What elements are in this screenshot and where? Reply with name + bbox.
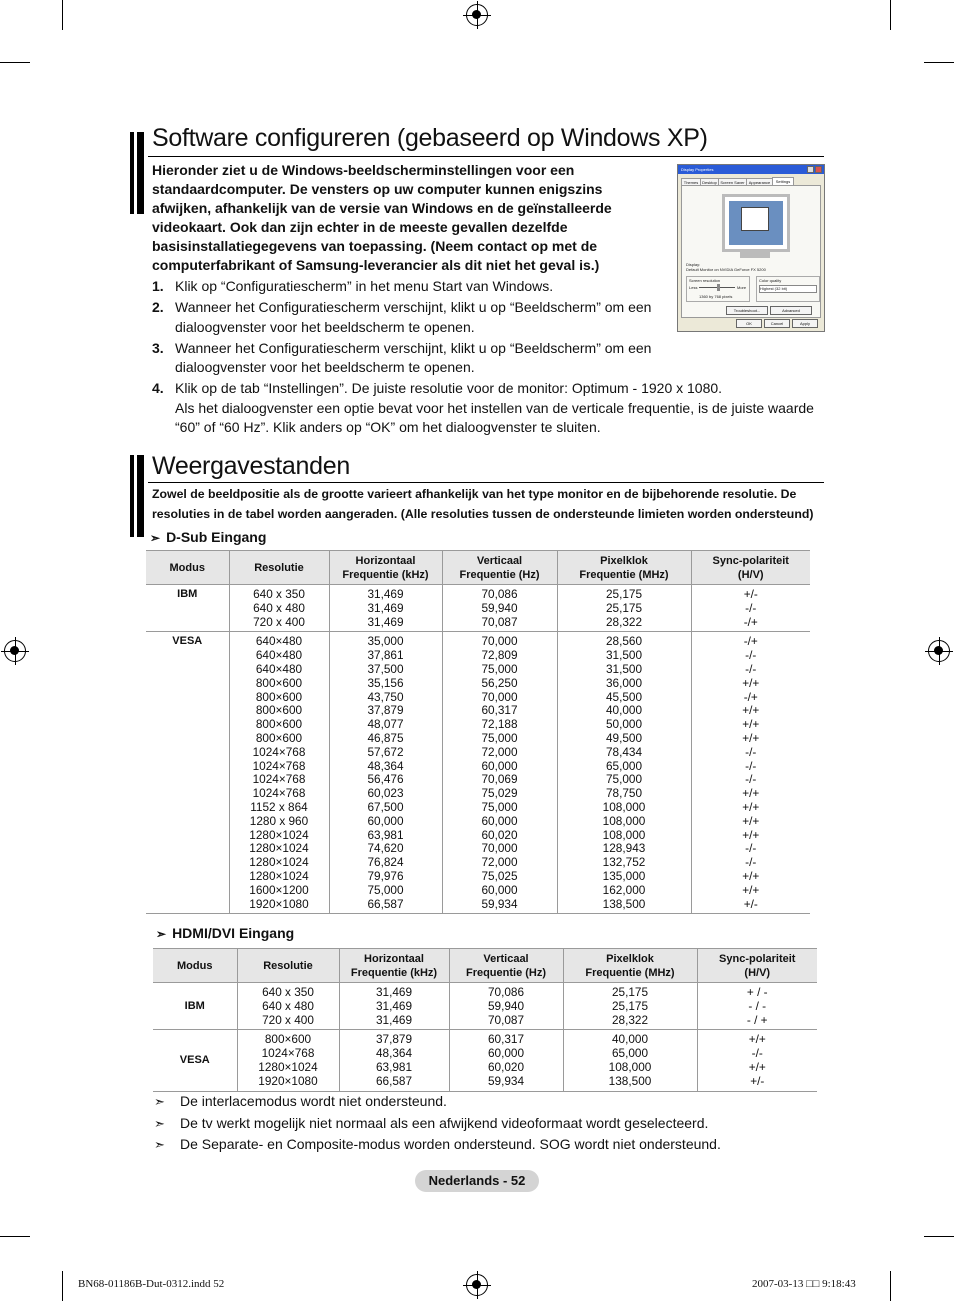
cell-value: 640×480	[255, 648, 303, 663]
step-text: Klik op de tab “Instellingen”. De juiste resolutie voor de monitor: Optimum - 1920 x 1080.	[175, 380, 723, 397]
header-pixelklok: Pixelklok Frequentie (MHz)	[557, 551, 691, 585]
step-text: Wanneer het Configuratiescherm verschijnt, klikt u op “Beeldscherm” om een dialoogvenster voor het beeldscherm te openen.	[175, 339, 652, 376]
horizontal-cell	[329, 585, 442, 632]
header-sync: Sync-polariteit (H/V)	[691, 551, 810, 585]
step-item	[152, 339, 662, 378]
cell-value: 108,000	[602, 813, 646, 828]
cell-value: 48,364	[375, 1046, 413, 1061]
cell-value: 800×600	[255, 730, 303, 745]
cell-value: - / +	[746, 1012, 768, 1027]
tab-settings: Settings	[772, 177, 794, 187]
less-label: Less	[689, 285, 698, 290]
cell-value: 60,020	[481, 827, 518, 842]
cell-value: 800×600	[255, 717, 303, 732]
cell-value: +/+	[742, 786, 760, 801]
header-modus: Modus	[153, 949, 237, 983]
mode-cell: VESA	[146, 632, 229, 914]
section-bar	[130, 132, 144, 214]
window-title: Display Properties	[681, 167, 714, 172]
header-resolutie: Resolutie	[237, 949, 339, 983]
cell-value: 78,750	[605, 786, 643, 801]
cell-value: 720 x 400	[262, 1012, 314, 1027]
cell-value: 1024×768	[252, 758, 306, 773]
cell-value: 31,469	[367, 614, 404, 629]
apply-button: Apply	[792, 319, 818, 328]
cell-value: 70,000	[481, 689, 518, 704]
cancel-button: Cancel	[764, 319, 790, 328]
pixelclock-cell	[563, 983, 697, 1030]
mode-cell: VESA	[153, 1030, 237, 1091]
advanced-button: Advanced	[770, 306, 812, 315]
cell-value: 60,000	[481, 882, 518, 897]
tab-themes: Themes	[681, 178, 701, 187]
cell-value: 67,500	[367, 799, 404, 814]
slider-thumb	[717, 284, 720, 291]
registration-mark-icon	[4, 640, 26, 662]
note-item	[154, 1134, 721, 1156]
cell-value: 1152 x 864	[250, 799, 308, 814]
cell-value: 1280×1024	[249, 827, 309, 842]
vertical-cell	[449, 983, 563, 1030]
cell-value: - / -	[748, 998, 767, 1013]
cell-value: 37,861	[367, 648, 404, 663]
step-number: 4.	[152, 380, 164, 397]
intro-text: Hieronder ziet u de Windows-beeldscherminstellingen voor een standaardcomputer. De vensters op uw computer kunnen enigszins afwijken, afhankelijk van de versie van Windows en de geïnstalleerde videokaart. Ook dan zijn echter in de meeste gevallen dezelfde basisinstallatiegegevens van toepassing. (Neem contact op met de computerfabrikant of Samsung-leverancier als dit niet het geval is.)	[152, 162, 612, 273]
cell-value: 48,077	[367, 717, 404, 732]
cell-value: 720 x 400	[253, 614, 305, 629]
cell-value: 108,000	[602, 827, 646, 842]
cell-value: 60,317	[481, 703, 518, 718]
arrow-icon: ➣	[154, 1094, 165, 1109]
footer-right: 2007-03-13 □□ 9:18:43	[752, 1278, 856, 1290]
color-group	[756, 276, 820, 302]
troubleshoot-button: Troubleshoot...	[726, 306, 768, 315]
cell-value: 59,940	[481, 600, 518, 615]
header-horizontaal: Horizontaal Frequentie (kHz)	[339, 949, 449, 983]
cell-value: 135,000	[602, 868, 646, 883]
mode-cell: IBM	[146, 585, 229, 632]
cell-value: 43,750	[367, 689, 404, 704]
step-number: 3.	[152, 339, 164, 356]
note-text: De interlacemodus wordt niet ondersteund.	[180, 1093, 447, 1109]
cell-value: 1280×1024	[249, 868, 309, 883]
registration-mark-icon	[466, 4, 488, 26]
cell-value: 35,156	[367, 675, 404, 690]
resolution-cell	[229, 632, 329, 914]
cell-value: 31,500	[605, 648, 643, 663]
cell-value: 40,000	[605, 703, 643, 718]
cell-value: 65,000	[605, 758, 643, 773]
cell-value: 138,500	[602, 896, 646, 911]
resolution-label: Screen resolution	[689, 278, 721, 283]
cell-value: 63,981	[367, 827, 404, 842]
step-text-extra: Als het dialoogvenster een optie bevat voor het instellen van de verticale frequentie, is de juiste waarde “60” of “60 Hz”. Klik anders op “OK” om het dialoogvenster te sluiten.	[175, 399, 814, 436]
cell-value: 76,824	[367, 855, 404, 870]
cell-value: 1280×1024	[258, 1059, 318, 1074]
resolution-value: 1360 by 768 pixels	[699, 294, 733, 299]
cell-value: 46,875	[367, 730, 404, 745]
dsub-heading-text: D-Sub Eingang	[166, 529, 267, 545]
crop-mark	[62, 0, 63, 30]
cell-value: 66,587	[375, 1073, 413, 1088]
cell-value: 59,934	[481, 896, 518, 911]
title-rule	[148, 156, 824, 157]
cell-value: -/-	[745, 855, 757, 870]
cell-value: 45,500	[605, 689, 643, 704]
tab-appearance: Appearance	[746, 178, 773, 187]
hdmi-heading	[156, 925, 294, 941]
cell-value: 79,976	[367, 868, 404, 883]
cell-value: 25,175	[605, 587, 643, 601]
note-text: De Separate- en Composite-modus worden ondersteund. SOG wordt niet ondersteund.	[180, 1136, 721, 1153]
crop-mark	[0, 1236, 30, 1237]
cell-value: 60,000	[481, 813, 518, 828]
cell-value: 48,364	[367, 758, 404, 773]
hdmi-heading-text: HDMI/DVI Eingang	[172, 925, 295, 941]
cell-value: 31,469	[367, 600, 404, 615]
cell-value: 66,587	[367, 896, 404, 911]
cell-value: 1280 x 960	[249, 813, 309, 828]
header-pixelklok: Pixelklok Frequentie (MHz)	[563, 949, 697, 983]
step-item	[152, 379, 815, 437]
sync-cell	[697, 983, 817, 1030]
cell-value: 1024×768	[252, 786, 306, 801]
sync-cell	[691, 632, 810, 914]
cell-value: 75,029	[481, 786, 518, 801]
cell-value: +/+	[742, 882, 760, 897]
crop-mark	[0, 62, 30, 63]
dsub-heading	[150, 529, 266, 545]
cell-value: 74,620	[367, 841, 404, 856]
cell-value: 72,809	[481, 648, 518, 663]
cell-value: +/-	[750, 1073, 765, 1088]
note-item	[154, 1091, 721, 1113]
cell-value: 72,000	[481, 744, 518, 759]
help-icon	[807, 166, 814, 173]
cell-value: +/+	[742, 675, 760, 690]
cell-value: 40,000	[611, 1032, 649, 1047]
cell-value: 31,469	[375, 1012, 413, 1027]
cell-value: 60,000	[367, 813, 404, 828]
header-horizontaal: Horizontaal Frequentie (kHz)	[329, 551, 442, 585]
resolution-group	[686, 276, 750, 302]
sync-cell	[691, 585, 810, 632]
cell-value: 70,086	[481, 587, 518, 601]
table-row	[146, 632, 810, 914]
color-label: Color quality	[759, 278, 782, 283]
notes-list	[154, 1091, 721, 1156]
cell-value: 800×600	[255, 675, 303, 690]
cell-value: 49,500	[605, 730, 643, 745]
cell-value: 1920×1080	[258, 1073, 318, 1088]
cell-value: +/+	[742, 868, 760, 883]
section-title: Software configureren (gebaseerd op Windows XP)	[152, 124, 708, 152]
horizontal-cell	[339, 983, 449, 1030]
cell-value: 138,500	[608, 1073, 652, 1088]
cell-value: + / -	[746, 985, 768, 999]
modes-description: Zowel de beeldpositie als de grootte varieert afhankelijk van het type monitor en de bijbehorende resolutie. De resoluties in de tabel worden aangeraden. (Alle resoluties tussen de ondersteunde limieten worden ondersteund)	[152, 487, 814, 521]
cell-value: -/-	[745, 758, 757, 773]
cell-value: 1280×1024	[249, 841, 309, 856]
cell-value: 59,940	[487, 998, 525, 1013]
cell-value: 70,000	[481, 841, 518, 856]
cell-value: 640 x 480	[262, 998, 314, 1013]
cell-value: +/+	[742, 730, 760, 745]
cell-value: 640×480	[255, 634, 303, 649]
settings-panel	[681, 185, 821, 318]
cell-value: 35,000	[367, 634, 404, 649]
vertical-cell	[442, 632, 557, 914]
cell-value: 78,434	[605, 744, 643, 759]
header-sync: Sync-polariteit (H/V)	[697, 949, 817, 983]
crop-mark	[924, 62, 954, 63]
horizontal-cell	[339, 1030, 449, 1091]
cell-value: 1280×1024	[249, 855, 309, 870]
horizontal-cell	[329, 632, 442, 914]
cell-value: 60,000	[481, 758, 518, 773]
vertical-cell	[442, 585, 557, 632]
cell-value: 60,020	[487, 1059, 525, 1074]
cell-value: 25,175	[611, 998, 649, 1013]
cell-value: 37,500	[367, 661, 404, 676]
cell-value: 70,086	[487, 985, 525, 999]
display-properties-screenshot	[677, 164, 825, 332]
cell-value: 72,000	[481, 855, 518, 870]
cell-value: 72,188	[481, 717, 518, 732]
note-text: De tv werkt mogelijk niet normaal als een afwijkend videoformaat wordt geselecteerd.	[180, 1114, 709, 1131]
arrow-icon: ➣	[156, 927, 167, 941]
cell-value: 28,322	[605, 614, 643, 629]
cell-value: 25,175	[611, 985, 649, 999]
step-text: Klik op “Configuratiescherm” in het menu Start van Windows.	[175, 278, 554, 294]
registration-mark-icon	[466, 1274, 488, 1296]
cell-value: 75,000	[481, 730, 518, 745]
cell-value: +/+	[742, 703, 760, 718]
cell-value: 132,752	[602, 855, 646, 870]
step-number: 2.	[152, 299, 164, 316]
cell-value: 1024×768	[252, 744, 306, 759]
table-row	[146, 585, 810, 632]
arrow-icon: ➣	[154, 1115, 165, 1131]
cell-value: 60,023	[367, 786, 404, 801]
cell-value: -/+	[743, 614, 758, 629]
section-bar	[130, 455, 144, 537]
display-value: Default Monitor on NVIDIA GeForce FX 5200	[686, 267, 766, 272]
cell-value: 28,322	[611, 1012, 649, 1027]
cell-value: 56,250	[481, 675, 518, 690]
cell-value: 1024×768	[261, 1046, 315, 1061]
cell-value: 800×600	[255, 703, 303, 718]
monitor-preview	[722, 194, 790, 252]
header-verticaal: Verticaal Frequentie (Hz)	[442, 551, 557, 585]
resolution-cell	[237, 1030, 339, 1091]
cell-value: 640 x 480	[253, 600, 305, 615]
cell-value: -/-	[745, 600, 757, 615]
pixelclock-cell	[557, 632, 691, 914]
cell-value: 37,879	[367, 703, 404, 718]
cell-value: +/+	[748, 1059, 766, 1074]
step-text: Wanneer het Configuratiescherm verschijnt, klikt u op “Beeldscherm” om een dialoogvenster voor het beeldscherm te openen.	[175, 299, 652, 335]
cell-value: 108,000	[608, 1059, 652, 1074]
monitor-stand	[740, 252, 770, 258]
cell-value: 1600×1200	[249, 882, 309, 897]
tab-desktop: Desktop	[700, 178, 719, 187]
close-icon	[815, 166, 822, 173]
cell-value: -/-	[745, 744, 757, 759]
cell-value: 50,000	[605, 717, 643, 732]
cell-value: 60,000	[487, 1046, 525, 1061]
step-number: 1.	[152, 278, 164, 294]
hdmi-table	[153, 948, 817, 1092]
cell-value: 36,000	[605, 675, 643, 690]
registration-mark-icon	[928, 640, 950, 662]
cell-value: 70,087	[487, 1012, 525, 1027]
header-resolutie: Resolutie	[229, 551, 329, 585]
cell-value: 640 x 350	[253, 587, 305, 601]
cell-value: -/+	[743, 689, 758, 704]
page-number-badge: Nederlands - 52	[415, 1170, 539, 1192]
cell-value: -/-	[745, 841, 757, 856]
cell-value: +/-	[743, 896, 758, 911]
ok-button: OK	[736, 319, 762, 328]
cell-value: 800×600	[264, 1032, 312, 1047]
cell-value: 65,000	[611, 1046, 649, 1061]
cell-value: 75,000	[481, 661, 518, 676]
title-rule	[148, 482, 824, 483]
cell-value: -/-	[745, 772, 757, 787]
crop-mark	[890, 0, 891, 30]
dsub-table	[146, 550, 810, 914]
mode-cell: IBM	[153, 983, 237, 1030]
crop-mark	[890, 1271, 891, 1301]
more-label: More	[737, 285, 747, 290]
cell-value: 75,000	[481, 799, 518, 814]
cell-value: 1920×1080	[249, 896, 309, 911]
cell-value: 640×480	[255, 661, 303, 676]
arrow-icon: ➣	[154, 1137, 165, 1153]
cell-value: +/-	[743, 587, 758, 601]
cell-value: +/+	[742, 717, 760, 732]
cell-value: 75,025	[481, 868, 518, 883]
cell-value: +/+	[742, 827, 760, 842]
cell-value: +/+	[742, 813, 760, 828]
section-title: Weergavestanden	[152, 452, 350, 480]
cell-value: 31,469	[367, 587, 404, 601]
note-item	[154, 1113, 721, 1135]
display-label: Display:	[686, 262, 701, 267]
pixelclock-cell	[563, 1030, 697, 1091]
cell-value: 75,000	[367, 882, 404, 897]
cell-value: 57,672	[367, 744, 404, 759]
footer-left: BN68-01186B-Dut-0312.indd 52	[78, 1278, 225, 1290]
table-row	[153, 1030, 817, 1091]
table-row	[153, 983, 817, 1030]
cell-value: 56,476	[367, 772, 404, 787]
cell-value: 162,000	[602, 882, 646, 897]
crop-mark	[924, 1236, 954, 1237]
cell-value: 25,175	[605, 600, 643, 615]
cell-value: -/-	[745, 661, 757, 676]
pixelclock-cell	[557, 585, 691, 632]
cell-value: 37,879	[375, 1032, 413, 1047]
tab-screen-saver: Screen Saver	[718, 178, 747, 187]
header-verticaal: Verticaal Frequentie (Hz)	[449, 949, 563, 983]
cell-value: 70,000	[481, 634, 518, 649]
cell-value: +/+	[742, 799, 760, 814]
cell-value: 63,981	[375, 1059, 413, 1074]
cell-value: 1024×768	[252, 772, 306, 787]
color-select: Highest (32 bit)	[759, 285, 817, 293]
cell-value: 70,069	[481, 772, 518, 787]
cell-value: 28,560	[605, 634, 643, 649]
cell-value: 108,000	[602, 799, 646, 814]
step-item	[152, 277, 662, 296]
cell-value: -/-	[751, 1046, 763, 1061]
arrow-icon: ➣	[150, 531, 161, 545]
resolution-cell	[229, 585, 329, 632]
cell-value: 31,469	[375, 985, 413, 999]
cell-value: -/+	[743, 634, 758, 649]
cell-value: 70,087	[481, 614, 518, 629]
cell-value: 31,469	[375, 998, 413, 1013]
cell-value: 640 x 350	[262, 985, 314, 999]
cell-value: +/+	[748, 1032, 766, 1047]
sync-cell	[697, 1030, 817, 1091]
cell-value: 60,317	[487, 1032, 525, 1047]
vertical-cell	[449, 1030, 563, 1091]
cell-value: 59,934	[487, 1073, 525, 1088]
cell-value: 128,943	[602, 841, 646, 856]
resolution-cell	[237, 983, 339, 1030]
cell-value: 75,000	[605, 772, 643, 787]
cell-value: 800×600	[255, 689, 303, 704]
cell-value: -/-	[745, 648, 757, 663]
crop-mark	[62, 1271, 63, 1301]
step-item	[152, 298, 662, 337]
header-modus: Modus	[146, 551, 229, 585]
cell-value: 31,500	[605, 661, 643, 676]
